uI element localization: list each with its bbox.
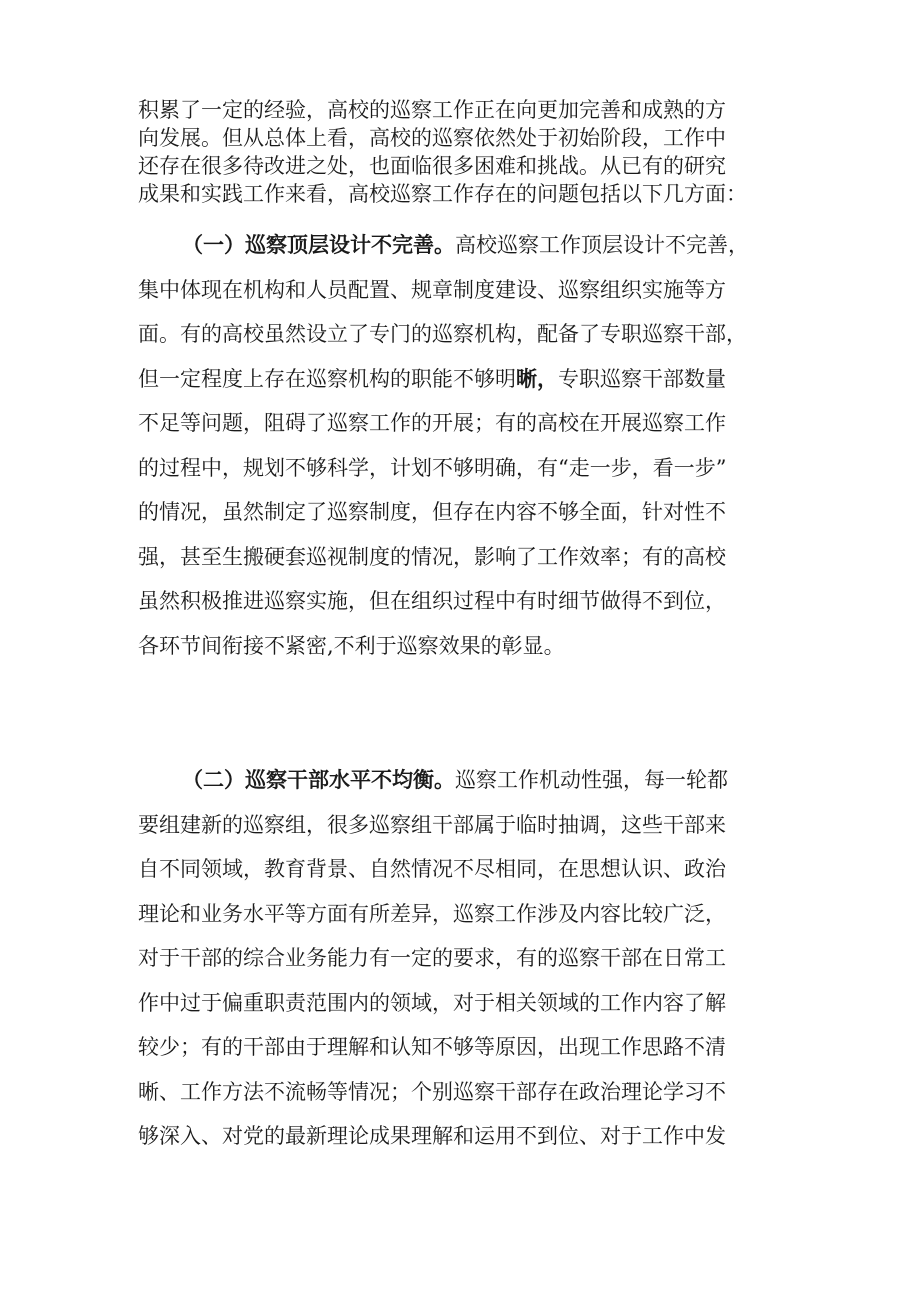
text-line: 要组建新的巡察组，很多巡察组干部属于临时抽调，这些干部来 [138, 812, 726, 837]
text-fragment: 专职巡察干部数量 [558, 366, 726, 391]
section-1-first-line [138, 223, 798, 268]
text-fragment: 高校巡察工作顶层设计不完善， [455, 233, 749, 257]
text-line: 集中体现在机构和人员配置、规章制度建设、巡察组织实施等方 [138, 277, 726, 302]
text-line: 晰、工作方法不流畅等情况；个别巡察干部存在政治理论学习不 [138, 1079, 726, 1104]
intro-paragraph [138, 96, 798, 208]
text-fragment: 巡察工作机动性强，每一轮都 [455, 768, 728, 792]
text-line: 成果和实践工作来看，高校巡察工作存在的问题包括以下几方面： [138, 182, 747, 206]
section-2-heading: （二）巡察干部水平不均衡。 [182, 767, 455, 792]
text-line: 作中过于偏重职责范围内的领域，对于相关领域的工作内容了解 [138, 990, 726, 1015]
bold-fragment: 晰， [516, 365, 558, 391]
text-line: 够深入、对党的最新理论成果理解和运用不到位、对于工作中发 [138, 1124, 726, 1148]
text-line-mixed [138, 357, 798, 402]
text-line: 自不同领域，教育背景、自然情况不尽相同，在思想认识、政治 [138, 857, 726, 881]
section-2-paragraph [138, 758, 798, 1159]
text-line: 各环节间衔接不紧密,不利于巡察效果的彰显。 [138, 633, 565, 658]
text-line: 强，甚至生搬硬套巡视制度的情况，影响了工作效率；有的高校 [138, 544, 726, 569]
text-line: 的过程中，规划不够科学，计划不够明确，有“走一步，看一步” [138, 455, 727, 480]
text-line: 较少；有的干部由于理解和认知不够等原因，出现工作思路不清 [138, 1035, 726, 1059]
text-line: 对于干部的综合业务能力有一定的要求，有的巡察干部在日常工 [138, 946, 726, 970]
text-line: 向发展。但从总体上看，高校的巡察依然处于初始阶段，工作中 [138, 126, 726, 150]
text-line: 理论和业务水平等方面有所差异，巡察工作涉及内容比较广泛， [138, 901, 726, 926]
text-line: 不足等问题，阻碍了巡察工作的开展；有的高校在开展巡察工作 [138, 411, 726, 435]
text-line: 虽然积极推进巡察实施，但在组织过程中有时细节做得不到位， [138, 589, 726, 613]
text-line: 的情况，虽然制定了巡察制度，但存在内容不够全面，针对性不 [138, 500, 726, 524]
text-fragment: 但一定程度上存在巡察机构的职能不够明 [138, 366, 516, 391]
section-1-paragraph [138, 223, 798, 668]
text-line: 积累了一定的经验，高校的巡察工作正在向更加完善和成熟的方 [138, 98, 726, 122]
text-line: 还存在很多待改进之处，也面临很多困难和挑战。从已有的研究 [138, 154, 726, 178]
section-2-first-line [138, 758, 798, 803]
text-line: 面。有的高校虽然设立了专门的巡察机构，配备了专职巡察干部， [138, 322, 747, 346]
section-1-heading: （一）巡察顶层设计不完善。 [182, 232, 455, 257]
